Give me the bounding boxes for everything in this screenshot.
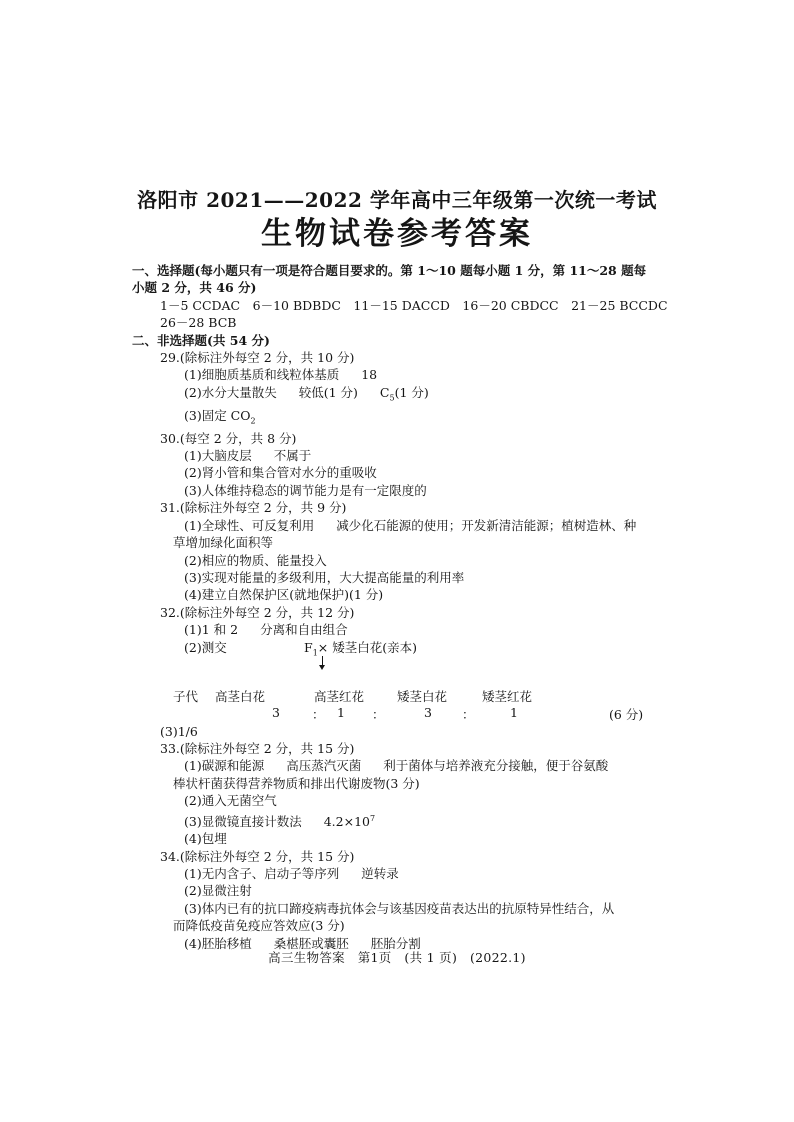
mc-answers-line2: 26－28 BCB — [160, 315, 237, 331]
q31-answer-2: (2)相应的物质、能量投入 — [184, 552, 327, 568]
q30-answer-3: (3)人体维持稳态的调节能力是有一定限度的 — [184, 482, 427, 498]
q32-heading: 32.(除标注外每空 2 分，共 12 分) — [160, 604, 355, 620]
answer-content — [132, 262, 672, 952]
q30-answer-2: (2)肾小管和集合管对水分的重吸收 — [184, 465, 377, 481]
q31-answer-4: (4)建立自然保护区(就地保护)(1 分) — [184, 587, 384, 603]
q33-answer-1-cont: 棒状杆菌获得营养物质和排出代谢废物(3 分) — [173, 775, 420, 791]
mc-answers-line1: 1－5 CCDAC 6－10 BDBDC 11－15 DACCD 16－20 CBDCC 21－25 BCCDC — [160, 297, 668, 313]
q34-answer-4: (4)胚胎移植 桑椹胚或囊胚 胚胎分割 — [184, 935, 421, 951]
q31-heading: 31.(除标注外每空 2 分，共 9 分) — [160, 500, 347, 516]
phenotype: 矮茎红花 — [482, 688, 533, 704]
q32-offspring — [132, 687, 672, 723]
q29-answer-1: (1)细胞质基质和线粒体基质 18 — [184, 367, 378, 383]
q34-heading: 34.(除标注外每空 2 分，共 15 分) — [160, 848, 355, 864]
q33-answer-1: (1)碳源和能源 高压蒸汽灭菌 利于菌体与培养液充分接触，便于谷氨酸 — [184, 758, 609, 774]
ratio-value: 1 — [510, 704, 518, 720]
q31-answer-3: (3)实现对能量的多级利用，大大提高能量的利用率 — [184, 569, 465, 585]
part1-heading: 一、选择题(每小题只有一项是符合题目要求的。第 1～10 题每小题 1 分，第 11～28 题每 — [132, 263, 647, 278]
ratio-value: 1 — [337, 704, 345, 720]
q34-answer-1: (1)无内含子、启动子等序列 逆转录 — [184, 865, 399, 881]
exam-title: 洛阳市 2021——2022 学年高中三年级第一次统一考试 — [137, 188, 657, 212]
cross-arrow-icon — [322, 656, 323, 666]
ratio-sep: ： — [462, 706, 475, 722]
document-title: 生物试卷参考答案 — [261, 216, 533, 252]
q33-answer-3: (3)显微镜直接计数法 $4.2\times 10^7$ — [184, 813, 376, 829]
phenotype: 高茎白花 — [215, 688, 266, 704]
cross-parents: $F_1\times$ 矮茎白花(亲本) — [304, 639, 417, 658]
q31-answer-1: (1)全球性、可反复利用 减少化石能源的使用；开发新清洁能源；植树造林、种 — [184, 517, 637, 533]
q33-answer-4: (4)包埋 — [184, 831, 227, 847]
q29-heading: 29.(除标注外每空 2 分，共 10 分) — [160, 350, 355, 366]
ratio-sep: ： — [372, 706, 385, 722]
q29-answer-3: (3)固定 $CO_2$ — [184, 407, 256, 426]
q34-answer-3-cont: 而降低疫苗免疫应答效应(3 分) — [173, 918, 345, 934]
q32-testcross-diagram — [132, 639, 672, 687]
page-footer: 高三生物答案 第1页 (共 1 页) (2022.1) — [268, 950, 526, 965]
score-note: (6 分) — [609, 706, 644, 722]
ratio-value: 3 — [272, 704, 280, 720]
offspring-label: 子代 — [173, 688, 199, 704]
q30-answer-1: (1)大脑皮层 不属于 — [184, 448, 312, 464]
phenotype: 高茎红花 — [314, 688, 365, 704]
q31-answer-1-cont: 草增加绿化面积等 — [173, 535, 274, 551]
part2-heading: 二、非选择题(共 54 分) — [132, 332, 270, 348]
ratio-sep: ： — [312, 706, 325, 722]
q29-answer-2: (2)水分大量散失 较低(1 分) $C_5(1$ 分) — [184, 384, 429, 403]
part1-heading-cont: 小题 2 分，共 46 分) — [132, 280, 257, 296]
q33-heading: 33.(除标注外每空 2 分，共 15 分) — [160, 740, 355, 756]
q32-answer-3: (3)1/6 — [160, 723, 198, 739]
q32-answer-2: (2)测交 — [184, 639, 227, 655]
q33-answer-2: (2)通入无菌空气 — [184, 793, 277, 809]
phenotype: 矮茎白花 — [397, 688, 448, 704]
q32-answer-1: (1)1 和 2 分离和自由组合 — [184, 622, 348, 638]
q34-answer-3: (3)体内已有的抗口蹄疫病毒抗体会与该基因疫苗表达出的抗原特异性结合，从 — [184, 900, 615, 916]
q30-heading: 30.(每空 2 分，共 8 分) — [160, 430, 297, 446]
q34-answer-2: (2)显微注射 — [184, 883, 252, 899]
ratio-value: 3 — [424, 704, 432, 720]
